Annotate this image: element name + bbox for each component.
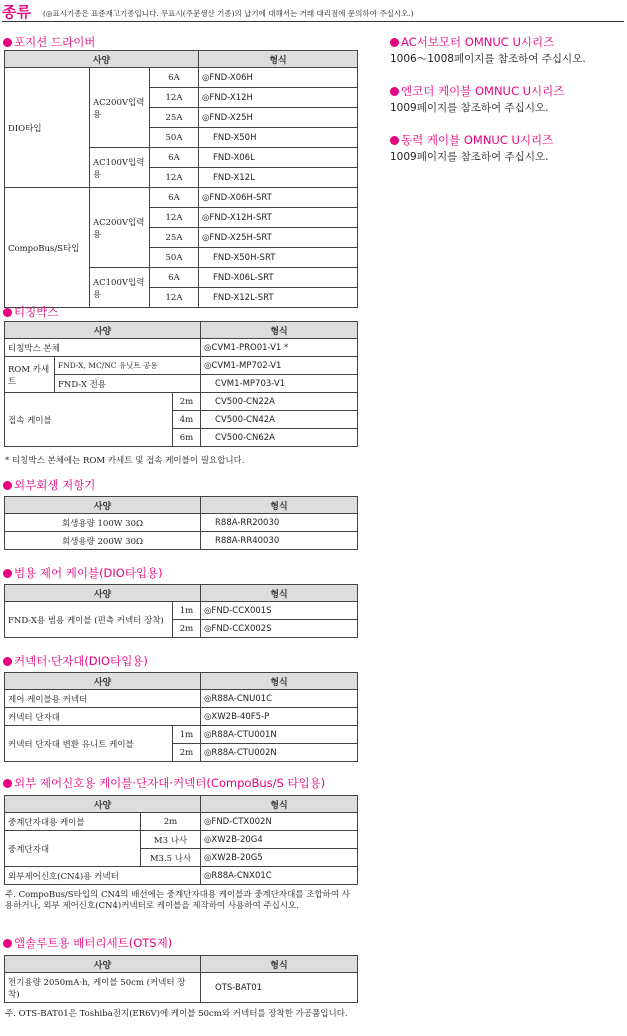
gencable-table [4, 584, 358, 638]
side-text-encoder-cable: 1009페이지를 참조하여 주십시오. [390, 102, 549, 114]
table-cell: CV500-CN62A [201, 429, 358, 447]
table-row [5, 322, 358, 339]
bullet-icon [3, 939, 12, 948]
table-cell: 티칭박스 본체 [5, 339, 201, 357]
table-cell: ROM 카세트 [5, 357, 55, 393]
side-title-servomotor [390, 34, 554, 50]
extcable-note: 주. CompoBus/S타입의 CN4의 배선에는 중계단자대용 케이블과 중계단자대를 조합하여 사용하거나, 외부 제어신호(CN4)커넥터로 케이블을 제작하여 사용하여 주십시오. [5, 890, 351, 911]
table-row [5, 357, 358, 375]
table-cell: FND-X, MC/NC 유닛트 공용 [55, 357, 201, 375]
table-cell: 12A [150, 288, 199, 308]
bullet-icon [3, 38, 12, 47]
table-cell: ◎XW2B-20G5 [201, 849, 358, 867]
table-header-cell: 사양 [5, 322, 201, 339]
table-cell: 1m [173, 726, 201, 744]
table-cell: FND-X06L-SRT [199, 268, 358, 288]
table-cell: 50A [150, 128, 199, 148]
bullet-icon [390, 38, 399, 47]
table-cell: CV500-CN22A [201, 393, 358, 411]
table-row [5, 973, 358, 1003]
table-cell: 2m [173, 744, 201, 762]
table-header-cell: 형식 [201, 796, 358, 813]
table-row [5, 831, 358, 849]
section-title-text: 외부회생 저항기 [14, 478, 96, 492]
table-cell: ◎FND-CTX002N [201, 813, 358, 831]
table-cell: ◎FND-X12H [199, 88, 358, 108]
table-row [5, 673, 358, 690]
table-cell: FND-X용 범용 케이블 (편측 커넥터 장착) [5, 602, 173, 638]
section-title-driver [3, 34, 95, 50]
table-cell: 6A [150, 188, 199, 208]
table-cell: FND-X06L [199, 148, 358, 168]
table-cell: FND-X12L [199, 168, 358, 188]
table-cell: OTS-BAT01 [201, 973, 358, 1003]
side-text-power-cable: 1009페이지를 참조하여 주십시오. [390, 151, 549, 163]
table-header-cell: 사양 [5, 51, 199, 68]
table-cell: CV500-CN42A [201, 411, 358, 429]
table-cell: ◎R88A-CNU01C [201, 690, 358, 708]
table-cell: 6m [173, 429, 201, 447]
table-cell: ◎FND-X06H-SRT [199, 188, 358, 208]
section-title-regen [3, 477, 95, 493]
table-cell: CVM1-MP703-V1 [201, 375, 358, 393]
table-row [5, 375, 358, 393]
header-note: (◎표시기종은 표준재고기종입니다. 무표시(주문생산 기종)의 납기에 대해서는 거래 대리점에 문의하여 주십시오.) [43, 9, 414, 18]
ac100-label: AC100V입력용 [90, 148, 150, 188]
table-cell: 25A [150, 228, 199, 248]
table-cell: 2m [141, 813, 201, 831]
table-row [5, 813, 358, 831]
table-cell: 6A [150, 268, 199, 288]
page-title: 종류 [2, 3, 31, 21]
table-cell: 6A [150, 148, 199, 168]
section-title-text: 티칭박스 [14, 305, 59, 319]
table-row [5, 708, 358, 726]
table-cell: 회생용량 100W 30Ω [5, 514, 201, 532]
bullet-icon [390, 87, 399, 96]
table-cell: 12A [150, 168, 199, 188]
bullet-icon [3, 779, 12, 788]
table-cell: 6A [150, 68, 199, 88]
bullet-icon [3, 481, 12, 490]
table-cell: FND-X50H [199, 128, 358, 148]
table-cell: ◎CVM1-MP702-V1 [201, 357, 358, 375]
table-cell: AC100V입력용 [90, 268, 150, 308]
table-cell: M3 나사 [141, 831, 201, 849]
table-cell: ◎FND-X12H-SRT [199, 208, 358, 228]
table-row [5, 188, 358, 208]
table-header-cell: 형식 [201, 585, 358, 602]
table-cell: M3.5 나사 [141, 849, 201, 867]
table-cell: ◎FND-X06H [199, 68, 358, 88]
table-cell: FND-X50H-SRT [199, 248, 358, 268]
side-title-power-cable [390, 132, 553, 148]
table-row [5, 393, 358, 411]
table-header-cell: 형식 [201, 497, 358, 514]
extcable-table [4, 795, 358, 885]
table-cell: 전기용량 2050mA·h, 케이블 50cm (커넥터 장착) [5, 973, 201, 1003]
table-row [5, 339, 358, 357]
section-title-battery [3, 935, 172, 951]
table-cell: R88A-RR40030 [201, 532, 358, 550]
bullet-icon [390, 136, 399, 145]
table-cell: 접속 케이블 [5, 393, 173, 447]
table-cell: ◎R88A-CNX01C [201, 867, 358, 885]
table-cell: 커넥터 단자대 [5, 708, 201, 726]
table-row [5, 690, 358, 708]
table-cell: ◎R88A-CTU001N [201, 726, 358, 744]
table-row [5, 726, 358, 744]
table-row [5, 602, 358, 620]
table-cell: 외부제어신호(CN4)용 커넥터 [5, 867, 201, 885]
table-row [5, 796, 358, 813]
teaching-table [4, 321, 358, 447]
regen-table [4, 496, 358, 550]
table-header-cell: 사양 [5, 796, 201, 813]
section-title-text: 엔코더 케이블 OMNUC U시리즈 [401, 84, 565, 98]
table-header-cell: 사양 [5, 497, 201, 514]
bullet-icon [3, 569, 12, 578]
table-cell: FND-X 전용 [55, 375, 201, 393]
section-title-text: AC서보모터 OMNUC U시리즈 [401, 35, 555, 49]
table-cell: 중계단자대용 케이블 [5, 813, 141, 831]
side-title-encoder-cable [390, 83, 564, 99]
section-title-text: 포지션 드라이버 [14, 35, 96, 49]
teaching-note: * 티칭박스 본체에는 ROM 카세트 및 접속 케이블이 필요합니다. [5, 456, 245, 466]
bullet-icon [3, 308, 12, 317]
table-header-cell: 형식 [201, 956, 358, 973]
table-cell: 2m [173, 620, 201, 638]
section-title-extcable [3, 775, 325, 791]
section-title-text: 범용 제어 케이블(DIO타입용) [14, 566, 163, 580]
table-row [5, 532, 358, 550]
battery-note: 주. OTS-BAT01은 Toshiba전지(ER6V)에 케이블 50cm와 커넥터를 장착한 가공품입니다. [5, 1009, 348, 1019]
table-row [5, 68, 358, 88]
table-cell: ◎R88A-CTU002N [201, 744, 358, 762]
bullet-icon [3, 657, 12, 666]
table-header-cell: 형식 [201, 322, 358, 339]
ac200-label: AC200V입력용 [90, 68, 150, 148]
battery-table [4, 955, 358, 1003]
section-title-text: 동력 케이블 OMNUC U시리즈 [401, 133, 554, 147]
table-row [5, 585, 358, 602]
section-title-text: 앱솔루트용 배터리세트(OTS제) [14, 936, 173, 950]
table-row [5, 497, 358, 514]
table-row [5, 867, 358, 885]
table-cell: R88A-RR20030 [201, 514, 358, 532]
section-title-text: 커넥터·단자대(DIO타입용) [14, 654, 148, 668]
connector-table [4, 672, 358, 762]
table-cell: ◎FND-X25H [199, 108, 358, 128]
table-cell: FND-X12L-SRT [199, 288, 358, 308]
table-cell: ◎XW2B-40F5-P [201, 708, 358, 726]
table-cell: 4m [173, 411, 201, 429]
table-cell: ◎FND-CCX001S [201, 602, 358, 620]
section-title-teaching [3, 304, 58, 320]
table-row [5, 51, 358, 68]
table-cell: 2m [173, 393, 201, 411]
table-cell: 12A [150, 88, 199, 108]
table-cell: 50A [150, 248, 199, 268]
table-row [5, 514, 358, 532]
table-cell: ◎FND-X25H-SRT [199, 228, 358, 248]
section-title-gencable [3, 565, 163, 581]
table-cell: 중계단자대 [5, 831, 141, 867]
table-header-cell: 사양 [5, 585, 201, 602]
table-row [5, 956, 358, 973]
table-cell: 25A [150, 108, 199, 128]
table-header-cell: 형식 [199, 51, 358, 68]
section-title-text: 외부 제어신호용 케이블·단자대·커넥터(CompoBus/S 타입용) [14, 776, 326, 790]
section-title-connector [3, 653, 148, 669]
table-cell: AC200V입력용 [90, 188, 150, 268]
side-text-servomotor: 1006～1008페이지를 참조하여 주십시오. [390, 53, 586, 65]
table-cell: 12A [150, 208, 199, 228]
page-header [2, 1, 624, 22]
driver-dio-label: DIO타입 [5, 68, 90, 188]
table-cell: ◎XW2B-20G4 [201, 831, 358, 849]
table-cell: ◎CVM1-PRO01-V1 * [201, 339, 358, 357]
table-cell: 1m [173, 602, 201, 620]
table-header-cell: 사양 [5, 956, 201, 973]
table-cell: ◎FND-CCX002S [201, 620, 358, 638]
table-header-cell: 형식 [201, 673, 358, 690]
driver-table [4, 50, 358, 308]
table-cell: 회생용량 200W 30Ω [5, 532, 201, 550]
table-cell: 제어 케이블용 커넥터 [5, 690, 201, 708]
driver-compobus-label: CompoBus/S타입 [5, 188, 90, 308]
table-header-cell: 사양 [5, 673, 201, 690]
table-cell: 커넥터 단자대 변환 유니트 케이블 [5, 726, 173, 762]
